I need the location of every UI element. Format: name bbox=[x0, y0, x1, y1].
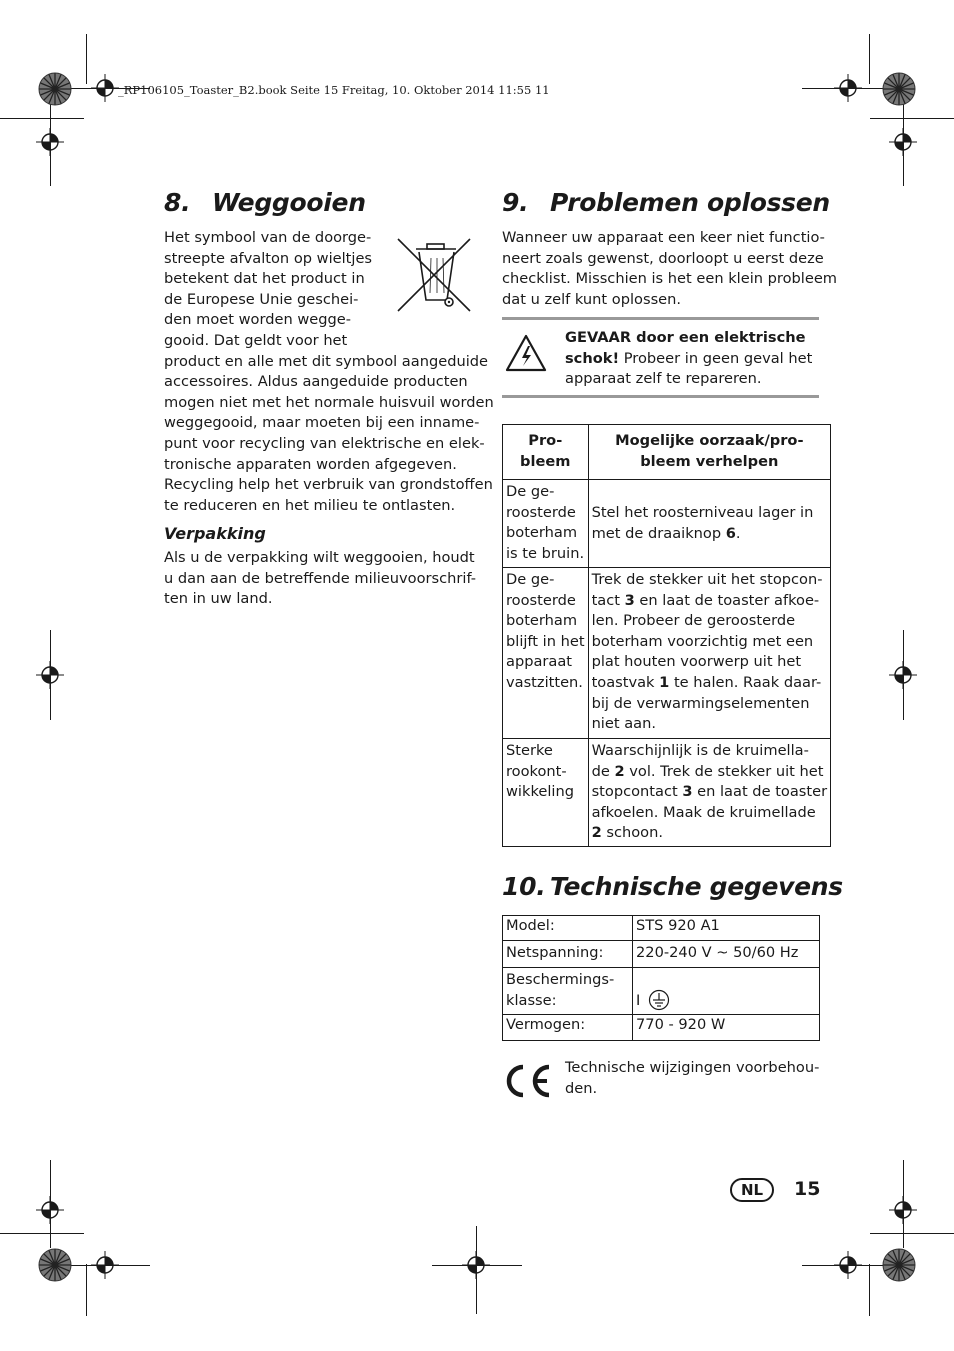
text-line: Wanneer uw apparaat een keer niet functio- bbox=[502, 229, 825, 246]
section-number: 10. bbox=[502, 872, 546, 901]
text-line: Technische wijzigingen voorbehou- bbox=[565, 1059, 820, 1076]
text-line: dat u zelf kunt oplossen. bbox=[502, 290, 682, 308]
warning-bold: schok! bbox=[565, 349, 620, 367]
text-line: gooid. Dat geldt voor het bbox=[164, 331, 348, 349]
text-line: Het symbool van de doorge- bbox=[164, 229, 372, 246]
registration-mark-icon bbox=[834, 74, 862, 102]
column-header: Mogelijke oorzaak/pro- bleem verhelpen bbox=[588, 425, 831, 480]
remedy-cell: Trek de stekker uit het stopcon- tact 3 en laat de toaster afkoe- len. Probeer de geroosterde boterham voorzichtig met een plat houten voorwerp uit het toastvak 1 te halen. Raak daar- bij de verwarmingselementen niet aan. bbox=[588, 568, 831, 739]
text-line: streepte afvalton op wieltjes bbox=[164, 249, 373, 267]
column-header: Pro- bleem bbox=[503, 425, 589, 480]
registration-mark-icon bbox=[91, 1251, 119, 1279]
problem-cell: De ge- roosterde boterham is te bruin. bbox=[503, 480, 589, 568]
section-10-heading bbox=[502, 872, 843, 901]
section-8-paragraph bbox=[164, 228, 494, 516]
warning-box bbox=[502, 317, 819, 397]
spec-value: STS 920 A1 bbox=[633, 916, 820, 941]
section-title: Weggooien bbox=[212, 188, 366, 217]
text-line: weggegooid, maar moeten bij een inname- bbox=[164, 414, 480, 432]
text-line: Recycling help het verbruik van grondstoffen bbox=[164, 476, 493, 494]
problem-cell: De ge- roosterde boterham blijft in het apparaat vastzitten. bbox=[503, 568, 589, 739]
spec-label: Netspanning: bbox=[503, 941, 633, 968]
page-number: 15 bbox=[794, 1178, 821, 1200]
remedy-cell: Waarschijnlijk is de kruimella- de 2 vol. Trek de stekker uit het stopcontact 3 en laat de toaster afkoelen. Maak de kruimellade 2 schoon. bbox=[588, 739, 831, 847]
section-title: Technische gegevens bbox=[550, 872, 843, 901]
text-line: product en alle met dit symbool aangeduide bbox=[164, 352, 488, 370]
subsection-paragraph bbox=[164, 548, 482, 610]
section-9-heading bbox=[502, 188, 830, 217]
table-row bbox=[503, 941, 820, 968]
text-line: den. bbox=[565, 1079, 598, 1097]
registration-mark-icon bbox=[36, 128, 64, 156]
warning-bold: GEVAAR door een elektrische bbox=[565, 329, 806, 346]
protective-earth-icon bbox=[648, 989, 670, 1011]
table-row bbox=[503, 916, 820, 941]
text-line: de Europese Unie geschei- bbox=[164, 290, 359, 308]
text-line: betekent dat het product in bbox=[164, 270, 365, 288]
table-row bbox=[503, 1015, 820, 1041]
spec-value: 220-240 V ~ 50/60 Hz bbox=[633, 941, 820, 968]
text-line: ten in uw land. bbox=[164, 590, 273, 608]
registration-mark-icon bbox=[462, 1251, 490, 1279]
specs-table bbox=[502, 915, 820, 1041]
registration-mark-icon bbox=[91, 74, 119, 102]
subsection-title: Verpakking bbox=[164, 524, 266, 543]
registration-mark-icon bbox=[889, 661, 917, 689]
section-number: 9. bbox=[502, 188, 529, 217]
text-line: Als u de verpakking wilt weggooien, houdt bbox=[164, 549, 475, 566]
text-line: tronische apparaten worden afgegeven. bbox=[164, 455, 457, 473]
table-row bbox=[503, 568, 831, 739]
warning-text: Probeer in geen geval het bbox=[619, 349, 813, 367]
warning-text: apparaat zelf te repareren. bbox=[565, 370, 762, 388]
language-badge: NL bbox=[730, 1178, 774, 1202]
color-wheel-icon bbox=[38, 72, 72, 106]
registration-mark-icon bbox=[834, 1251, 862, 1279]
text-line: checklist. Misschien is het een klein probleem bbox=[502, 270, 838, 288]
color-wheel-icon bbox=[38, 1248, 72, 1282]
table-row bbox=[503, 739, 831, 847]
spec-label: Beschermings- klasse: bbox=[503, 968, 633, 1015]
text-line: accessoires. Aldus aangeduide producten bbox=[164, 373, 468, 391]
section-title: Problemen oplossen bbox=[550, 188, 830, 217]
ce-note bbox=[565, 1058, 823, 1099]
text-line: neert zoals gewenst, doorloopt u eerst deze bbox=[502, 249, 824, 267]
remedy-cell: Stel het roosterniveau lager in met de draaiknop 6. bbox=[588, 480, 831, 568]
table-header-row bbox=[503, 425, 831, 480]
problem-cell: Sterke rookont- wikkeling bbox=[503, 739, 589, 847]
registration-mark-icon bbox=[36, 1196, 64, 1224]
text-line: punt voor recycling van elektrische en elek- bbox=[164, 434, 485, 452]
spec-label: Vermogen: bbox=[503, 1015, 633, 1041]
text-line: u dan aan de betreffende milieuvoorschrif- bbox=[164, 569, 477, 587]
registration-mark-icon bbox=[889, 128, 917, 156]
ce-mark-icon bbox=[502, 1063, 552, 1099]
troubleshooting-table bbox=[502, 424, 831, 847]
spec-value: 770 - 920 W bbox=[633, 1015, 820, 1041]
table-row bbox=[503, 968, 820, 1015]
table-row bbox=[503, 480, 831, 568]
registration-mark-icon bbox=[889, 1196, 917, 1224]
registration-mark-icon bbox=[36, 661, 64, 689]
print-header: _RP106105_Toaster_B2.book Seite 15 Freitag, 10. Oktober 2014 11:55 11 bbox=[118, 83, 550, 97]
text-line: mogen niet met het normale huisvuil worden bbox=[164, 393, 494, 411]
section-8-heading bbox=[164, 188, 366, 217]
text-line: te reduceren en het milieu te ontlasten. bbox=[164, 496, 456, 514]
spec-value: I bbox=[633, 968, 820, 1015]
section-9-intro bbox=[502, 228, 838, 310]
electric-warning-icon bbox=[504, 333, 548, 373]
text-line: den moet worden wegge- bbox=[164, 311, 352, 329]
color-wheel-icon bbox=[882, 72, 916, 106]
section-number: 8. bbox=[164, 188, 191, 217]
spec-label: Model: bbox=[503, 916, 633, 941]
color-wheel-icon bbox=[882, 1248, 916, 1282]
